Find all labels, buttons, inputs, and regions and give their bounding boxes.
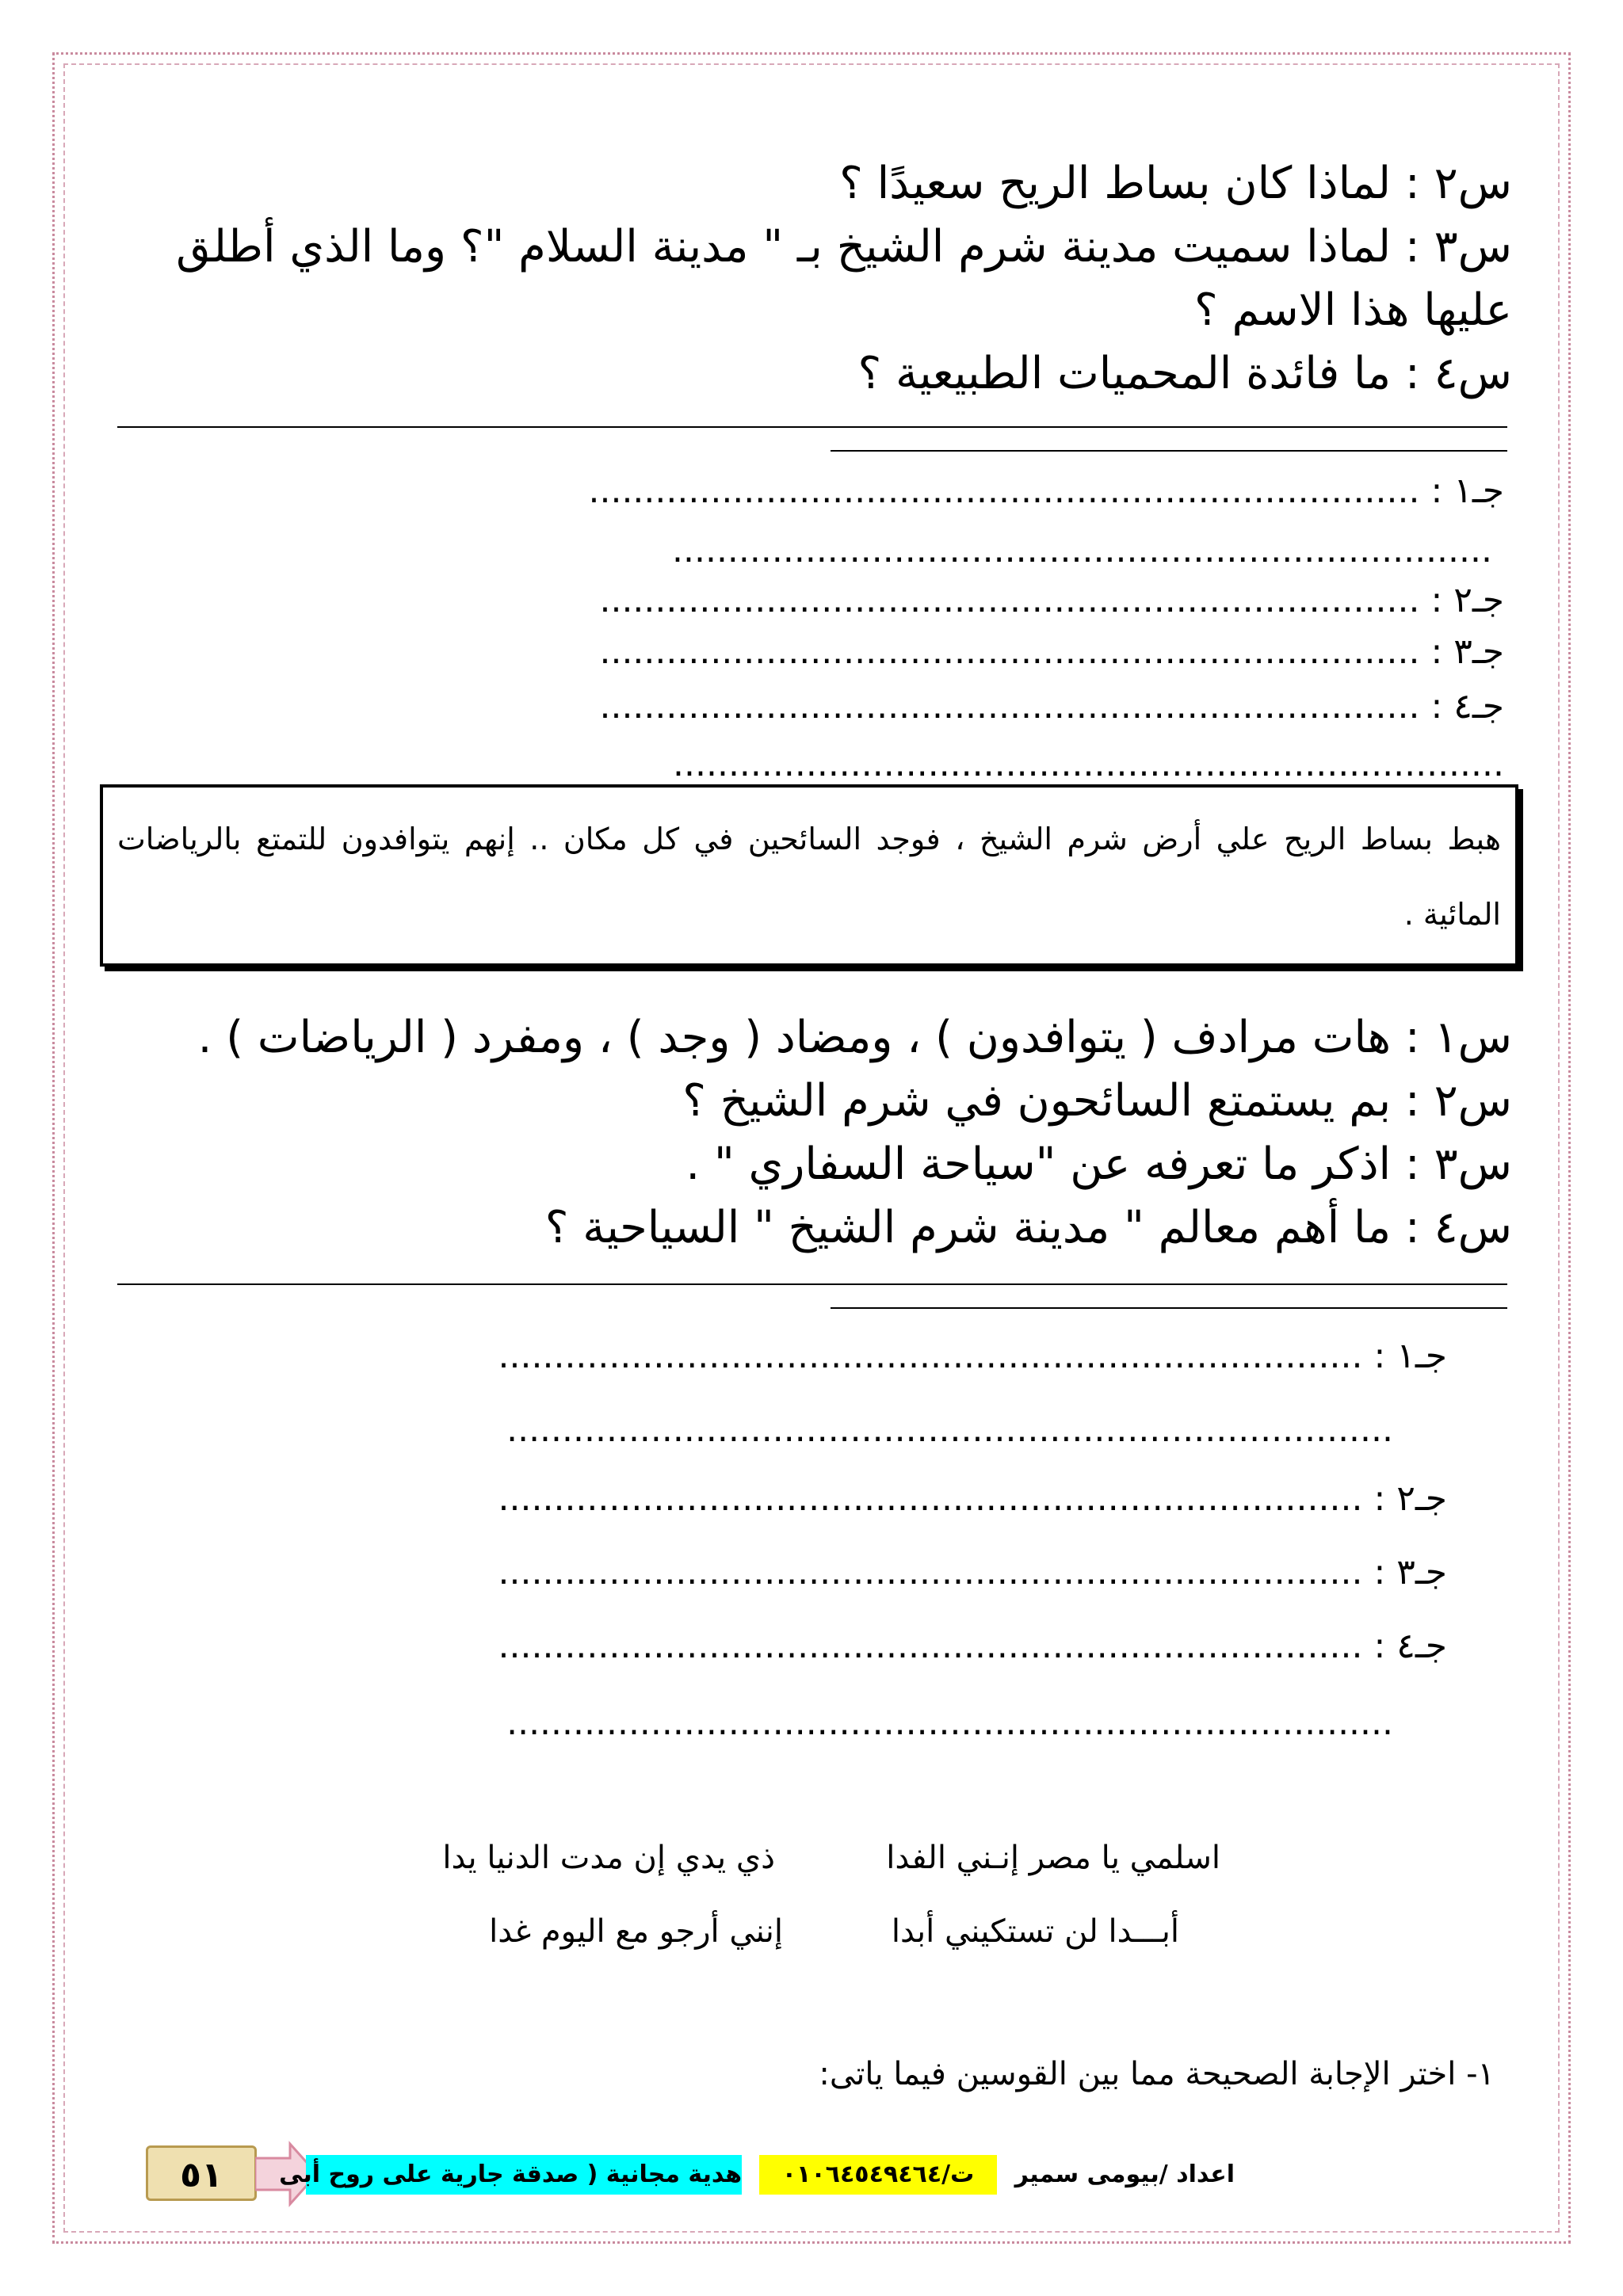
reading-passage: هبط بساط الريح علي أرض شرم الشيخ ، فوجد السائحين في كل مكان .. إنهم يتوافدون للتمتع بالرياضات المائية . xyxy=(100,784,1518,967)
s1-question-3-cont: عليها هذا الاسم ؟ xyxy=(1193,284,1512,336)
s1-answer-3: جـ٣ : .......................................................................... xyxy=(599,631,1504,672)
divider-line-short xyxy=(831,450,1507,452)
exercise-instruction: ١- اختر الإجابة الصحيحة مما بين القوسين فيما ياتى: xyxy=(819,2056,1495,2092)
page-number: ٥١ xyxy=(180,2155,223,2195)
s2-question-3: س٣ : اذكر ما تعرفه عن "سياحة السفاري " . xyxy=(685,1138,1512,1190)
s1-answer-4: جـ٤ : .......................................................................... xyxy=(599,686,1504,727)
poem-line2-left: إنني أرجو مع اليوم غدا xyxy=(489,1913,783,1950)
s1-answer-2: جـ٢ : .......................................................................... xyxy=(599,580,1504,620)
s1-question-3: س٣ : لماذا سميت مدينة شرم الشيخ بـ " مدينة السلام "؟ وما الذي أطلق xyxy=(176,221,1512,273)
s2-answer-3: جـ٣ : .............................................................................. xyxy=(498,1552,1447,1592)
poem-line2-right: أبـــدا لن تستكيني أبدا xyxy=(891,1913,1179,1950)
divider-line-2 xyxy=(117,1283,1507,1285)
s2-answer-4: جـ٤ : .............................................................................. xyxy=(498,1626,1447,1666)
s2-question-4: س٤ : ما أهم معالم " مدينة شرم الشيخ " السياحية ؟ xyxy=(544,1202,1512,1253)
divider-line-2-short xyxy=(831,1307,1507,1309)
s1-question-2: س٢ : لماذا كان بساط الريح سعيدًا ؟ xyxy=(839,158,1512,209)
s2-question-2: س٢ : بم يستمتع السائحون في شرم الشيخ ؟ xyxy=(682,1075,1512,1127)
poem-line1-right: اسلمي يا مصر إنـني الفدا xyxy=(886,1840,1220,1876)
footer-phone: ت/٠١٠٦٤٥٤٩٤٦٤ xyxy=(759,2155,997,2195)
s2-answer-2: جـ٢ : .............................................................................. xyxy=(498,1478,1447,1519)
divider-line xyxy=(117,426,1507,428)
s1-answer-1: جـ١ : ........................................................................... xyxy=(588,471,1504,511)
poem-line1-left: ذي يدي إن مدت الدنيا يدا xyxy=(442,1840,775,1876)
page-number-box xyxy=(146,2145,257,2201)
s2-answer-4-cont: ................................................................................ xyxy=(506,1703,1393,1743)
footer-author: اعداد /بيومى سمير xyxy=(1014,2161,1235,2188)
s1-answer-4-cont: ........................................................................... xyxy=(673,744,1504,784)
s2-answer-1-cont: ................................................................................ xyxy=(506,1409,1393,1450)
s1-answer-1-cont: .......................................................................... xyxy=(672,530,1492,570)
s2-answer-1: جـ١ : .............................................................................. xyxy=(498,1336,1447,1376)
s1-question-4: س٤ : ما فائدة المحميات الطبيعية ؟ xyxy=(857,348,1512,399)
s2-question-1: س١ : هات مرادف ( يتوافدون ) ، ومضاد ( وجد ) ، ومفرد ( الرياضات ) . xyxy=(197,1012,1512,1063)
footer-gift-text: هدية مجانية ( صدقة جارية على روح أبى xyxy=(306,2155,742,2195)
